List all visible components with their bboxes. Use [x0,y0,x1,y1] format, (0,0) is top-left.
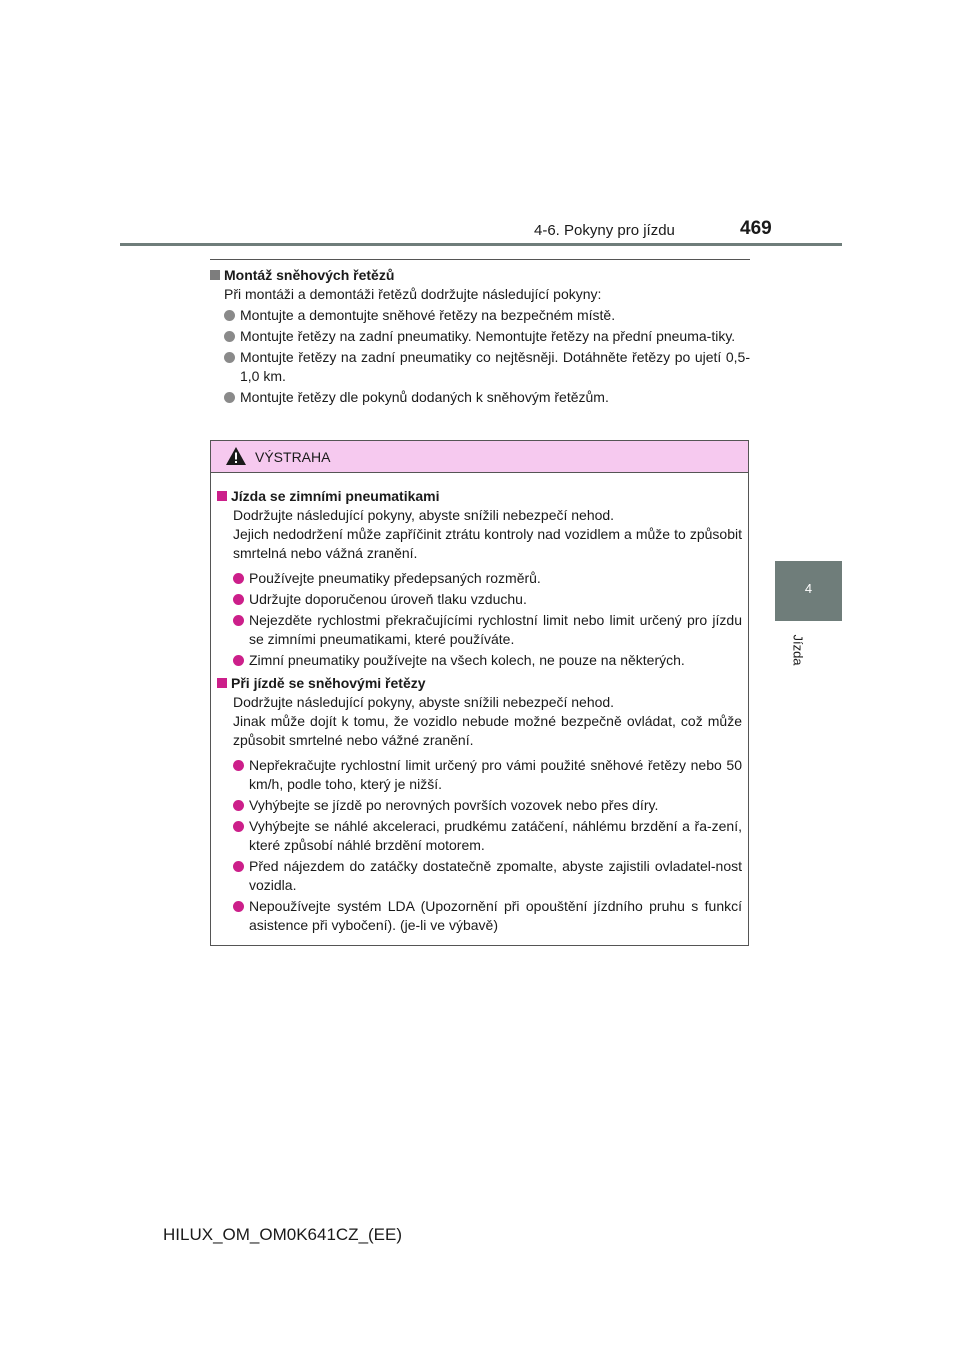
list-item: Montujte řetězy dle pokynů dodaných k sněhovým řetězům. [210,388,750,407]
section-title [210,266,750,285]
list-item: Udržujte doporučenou úroveň tlaku vzduchu. [217,590,742,609]
list-item: Nepoužívejte systém LDA (Upozornění při opouštění jízdního pruhu s funkcí asistence při vybočení). (je-li ve výbavě) [217,897,742,935]
list-item: Montujte řetězy na zadní pneumatiky co nejtěsněji. Dotáhněte řetězy po ujetí 0,5-1,0 km. [210,348,750,386]
warning-body [211,473,748,935]
square-bullet-icon [210,270,220,280]
section-intro: Při montáži a demontáži řetězů dodržujte následující pokyny: [224,286,602,302]
warning-header [211,441,748,473]
chapter-tab [775,561,842,621]
list-item: Před nájezdem do zatáčky dostatečně zpomalte, abyste zajistili ovladatel-nost vozidla. [217,857,742,895]
page-number: 469 [740,218,772,239]
list-item: Vyhýbejte se jízdě po nerovných površích vozovek nebo přes díry. [217,796,742,815]
section-title-text: Montáž sněhových řetězů [224,267,395,283]
warning-intro: Dodržujte následující pokyny, abyste snížili nebezpečí nehod. [233,694,615,710]
list-item: Vyhýbejte se náhlé akceleraci, prudkému zatáčení, náhlému brzdění a řa-zení, které způsobí náhlé brzdění motorem. [217,817,742,855]
chapter-label [788,630,808,670]
section-header: 4-6. Pokyny pro jízdu [534,222,675,239]
list-item: Montujte řetězy na zadní pneumatiky. Nemontujte řetězy na přední pneuma-tiky. [210,327,750,346]
list-item: Používejte pneumatiky předepsaných rozměrů. [217,569,742,588]
warning-subheading-text: Jízda se zimními pneumatikami [231,488,440,504]
list-item: Zimní pneumatiky používejte na všech kolech, ne pouze na některých. [217,651,742,670]
list-item: Montujte a demontujte sněhové řetězy na bezpečném místě. [210,306,750,325]
list-item: Nepřekračujte rychlostní limit určený pro vámi použité sněhové řetězy nebo 50 km/h, podle toho, který je nižší. [217,756,742,794]
warning-box [210,440,749,946]
chapter-number: 4 [804,581,813,596]
warning-subheading-text: Při jízdě se sněhovými řetězy [231,675,426,691]
main-content [210,259,750,407]
square-bullet-icon [217,491,227,501]
warning-triangle-icon [225,446,247,466]
document-code: HILUX_OM_OM0K641CZ_(EE) [163,1225,403,1244]
warning-subheading [217,487,742,506]
warning-title: VÝSTRAHA [255,449,331,465]
warning-intro: Jinak může dojít k tomu, že vozidlo nebude možné bezpečně ovládat, což může způsobit smrtelné nebo vážné zranění. [233,713,742,748]
chapter-label-text: Jízda [790,634,806,666]
warning-subheading [217,674,742,693]
warning-intro: Jejich nedodržení může zapříčinit ztrátu kontroly nad vozidlem a může to způsobit smrtelná nebo vážná zranění. [233,526,742,561]
header-divider [120,243,842,246]
content-top-rule [210,259,750,260]
square-bullet-icon [217,678,227,688]
warning-intro: Dodržujte následující pokyny, abyste snížili nebezpečí nehod. [233,507,615,523]
list-item: Nejezděte rychlostmi překračujícími rychlostní limit nebo limit určený pro jízdu se zimními pneumatikami, které používáte. [217,611,742,649]
